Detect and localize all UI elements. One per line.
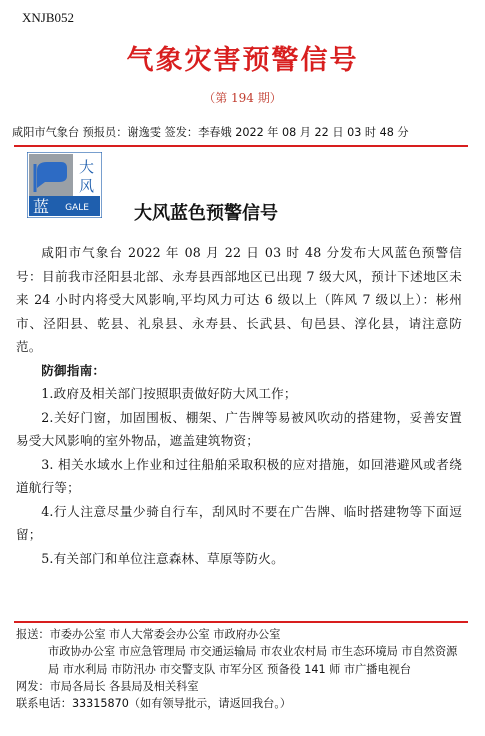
icon-char-feng: 风 — [78, 177, 95, 195]
contact-phone-line: 联系电话：33315870（如有领导批示，请返回我台。） — [16, 697, 292, 711]
divider-top — [14, 145, 468, 147]
issue-number: （第 194 期） — [203, 91, 282, 105]
signal-title: 大风蓝色预警信号 — [134, 203, 278, 224]
guide-item-1: 1.政府及相关部门按照职责做好防大风工作； — [41, 386, 297, 401]
guide-item-4: 4.行人注意尽量少骑自行车，刮风时不要在广告牌、临时搭建物等下面逗留； — [16, 503, 462, 542]
gale-blue-warning-icon — [27, 152, 102, 218]
report-to-line: 报送：市委办公室 市人大常委会办公室 市政府办公室 — [16, 628, 281, 641]
icon-char-lan: 蓝 — [32, 197, 50, 216]
guide-heading: 防御指南： — [41, 362, 106, 378]
icon-char-da: 大 — [78, 158, 95, 176]
report-to-continued: 市政协办公室 市应急管理局 市交通运输局 市农业农村局 市生态环境局 市自然资源局 市水利局 市防汛办 市交警支队 市军分区 预备役 141 师 市广播电视台 — [48, 645, 458, 676]
guide-item-5: 5.有关部门和单位注意森林、草原等防火。 — [41, 550, 284, 566]
divider-bottom — [14, 621, 468, 623]
distribution-list — [16, 626, 466, 712]
guide-item-2: 2.关好门窗，加固围板、棚架、广告牌等易被风吹动的搭建物，妥善安置易受大风影响的室外物品，遮盖建筑物资； — [16, 409, 462, 448]
web-distribution-line: 网发：市局各局长 各县局及相关科室 — [16, 679, 199, 693]
guide-item-3: 3. 相关水域水上作业和过往船舶采取积极的应对措施，如回港避风或者绕道航行等； — [16, 456, 462, 495]
issuer-info: 咸阳市气象台 预报员：谢逸雯 签发：李春娥 2022 年 08 月 22 日 03 时 48 分 — [12, 126, 409, 139]
warning-body — [16, 241, 462, 570]
icon-gale-label: GALE — [65, 203, 89, 213]
intro-paragraph: 咸阳市气象台 2022 年 08 月 22 日 03 时 48 分发布大风蓝色预警信号：目前我市泾阳县北部、永寿县西部地区已出现 7 级大风，预计下述地区未来 24 小时内将受大风影响,平均风力可达 6 级以上（阵风 7 级以上）：彬州市、泾阳县、乾县、礼泉县、永寿县、长武县、旬邑县、淳化县，请注意防范。 — [16, 245, 462, 354]
document-code: XNJB052 — [22, 10, 75, 25]
page-title: 气象灾害预警信号 — [126, 45, 359, 76]
